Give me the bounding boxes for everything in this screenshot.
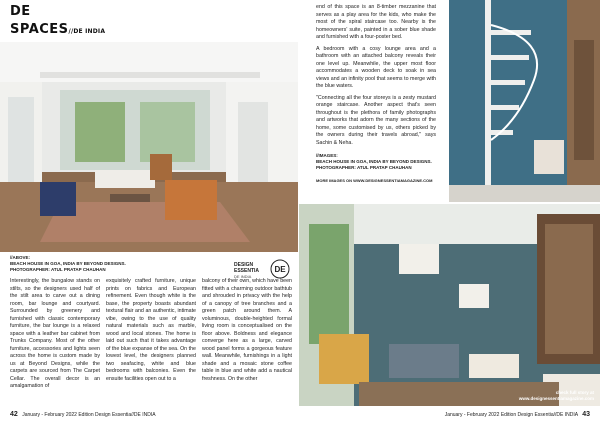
logo-line2: ESSENTIA <box>234 268 260 274</box>
photo-caption <box>10 255 126 273</box>
footer-right <box>445 411 590 418</box>
paragraph-quote: "Connecting all the four storeys is a zesty mustard orange staircase. Another aspect that's seen throughout is the plethora of family photographs and artworks that adorn the many sections of the home, some customised by us, others picked by the owners during their travels abroad," says Sachin & Neha. <box>316 94 436 146</box>
brand-de: DE <box>10 4 31 19</box>
living-room-2-illustration <box>299 204 600 406</box>
brand-sub: //DE INDIA <box>68 28 106 35</box>
images-caption-label: //IMAGES: <box>316 153 338 158</box>
magazine-brand <box>10 6 105 37</box>
footer-left-text: January - February 2022 Edition Design Essentia//DE INDIA <box>22 412 156 418</box>
caption-photographer: PHOTOGRAPHER: ATUL PRATAP CHAUHAN <box>10 267 106 272</box>
footer-right-text: January - February 2022 Edition Design Essentia//DE INDIA <box>444 412 578 418</box>
more-images-link[interactable]: MORE IMAGES ON WWW.DESIGNESSENTIAMAGAZINE.COM <box>316 178 433 183</box>
story-note-url[interactable]: www.designessentiamagazine.com <box>518 396 594 401</box>
story-note[interactable] <box>519 390 594 402</box>
living-room-illustration <box>0 42 298 252</box>
logo-de: DE <box>274 265 286 274</box>
images-caption-photographer: PHOTOGRAPHER: ATUL PRATAP CHAUHAN <box>316 165 412 170</box>
images-caption-project: BEACH HOUSE IN GOA, INDIA BY BEYOND DESIGNS. <box>316 159 432 164</box>
page-number-right: 43 <box>582 411 590 418</box>
footer-left <box>10 411 156 418</box>
story-note-line1: check full story at <box>555 390 594 395</box>
living-room-photo <box>0 42 298 252</box>
logo-line1: DESIGN <box>234 262 254 268</box>
body-column-4 <box>316 4 436 185</box>
logo-line3: DE INDIA <box>234 274 252 279</box>
page-number-left: 42 <box>10 411 18 418</box>
brand-spaces: SPACES <box>10 22 69 37</box>
caption-project: BEACH HOUSE IN GOA, INDIA BY BEYOND DESIGNS. <box>10 261 126 266</box>
body-column-3: balcony of their own, which have been fitted with a charming outdoor bathtub and shrouded in privacy with the help of a canopy of tree branches and a green patch around them. A voluminous, double-heighted formal living room is conceptualised on the floor above. Boldness and elegance converge here as a large, carved wood panel forms a gorgeous feature wall. Meanwhile, furnishings in a light shade and a mosaic stone coffee table in blue and white add a nautical freshness. On the other <box>202 278 292 382</box>
staircase-photo <box>449 0 600 202</box>
paragraph-mezzanine: end of this space is an 8-timber mezzanine that serves as a play area for the kids, who make the most of the spiral staircase too. Nearby is the homeowners' suite, painted in a sober blue shade and furnished with a four-poster bed. <box>316 4 436 40</box>
staircase-illustration <box>449 0 600 202</box>
body-column-1: Interestingly, the bungalow stands on stilts, so the designers used half of the stilt area to carve out a dining room, bar lounge and courtyard. Surrounded by greenery and furnished with classic contemporary furniture, the bar lounge is a relaxed space with a leather bar cabinet from Trunks Company. Most of the other furniture, accessories and lights seen across the home is custom made by us at Beyond Designs, while the carpets are sourced from The Carpet Cellar. The overall decor is an amalgamation of <box>10 278 100 389</box>
paragraph-bedroom: A bedroom with a cosy lounge area and a bathroom with an attached balcony reveals their one level up. Meanwhile, the upper most floor accommodates a wooden deck to soak in sea views and an infinity pool that seems to merge with the blue waters. <box>316 45 436 89</box>
carved-panel-living-room-photo <box>299 204 600 406</box>
body-column-2: exquisitely crafted furniture, unique prints on fabrics and European refinement. Even though white is the base, the property boasts abundant textural flair and an authentic, intimate vibe, owing to the use of quality natural materials such as marble, wood and local stones. The home is laid out such that it takes advantage of the blue expanse of the sea. On the lowest level, the designers planned two seafacing, white and blue bedrooms with balconies. Even the ensuite facilities open out to a <box>106 278 196 382</box>
images-caption <box>316 153 436 171</box>
logo-mark <box>234 258 290 280</box>
caption-label: //ABOVE: <box>10 255 31 260</box>
